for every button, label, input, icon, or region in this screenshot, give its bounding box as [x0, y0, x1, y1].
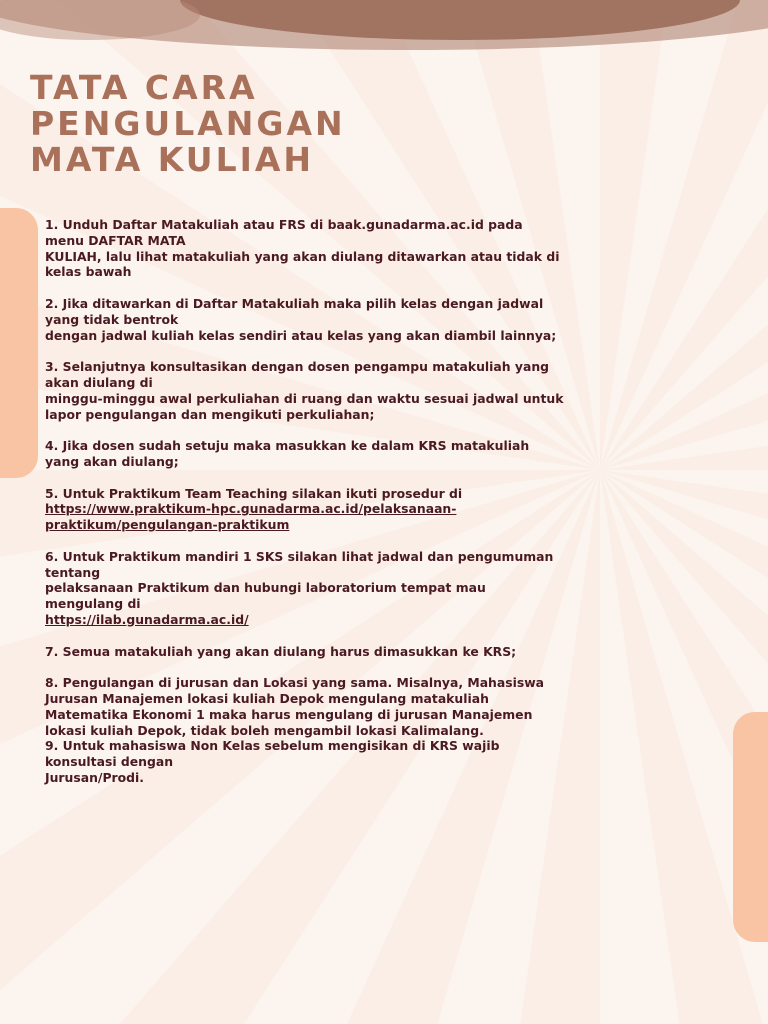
step-line: 8. Pengulangan di jurusan dan Lokasi yang sama. Misalnya, Mahasiswa	[45, 675, 545, 691]
step-line: menu DAFTAR MATA	[45, 232, 186, 248]
step-line: 4. Jika dosen sudah setuju maka masukkan ke dalam KRS matakuliah	[45, 438, 530, 454]
step-line: KULIAH, lalu lihat matakuliah yang akan diulang ditawarkan atau tidak di	[45, 248, 560, 264]
step-line: konsultasi dengan	[45, 754, 174, 770]
step-2	[45, 296, 725, 343]
step-line: Jurusan Manajemen lokasi kuliah Depok mengulang matakuliah	[45, 690, 489, 706]
step-6	[45, 549, 725, 628]
step-line: 2. Jika ditawarkan di Daftar Matakuliah maka pilih kelas dengan jadwal	[45, 295, 544, 311]
step-line: tentang	[45, 564, 101, 580]
step-9	[45, 738, 725, 785]
step-line: Jurusan/Prodi.	[45, 769, 144, 785]
step-line: 5. Untuk Praktikum Team Teaching silakan ikuti prosedur di	[45, 485, 463, 501]
step-line: minggu-minggu awal perkuliahan di ruang dan waktu sesuai jadwal untuk	[45, 390, 564, 406]
step-line: 7. Semua matakuliah yang akan diulang harus dimasukkan ke KRS;	[45, 643, 517, 659]
step-line: lapor pengulangan dan mengikuti perkuliahan;	[45, 406, 375, 422]
praktikum-hpc-link[interactable]	[45, 501, 725, 533]
step-line: 3. Selanjutnya konsultasikan dengan dosen pengampu matakuliah yang	[45, 359, 550, 375]
step-7	[45, 644, 725, 660]
link-line: https://www.praktikum-hpc.gunadarma.ac.id/pelaksanaan-	[45, 501, 457, 517]
step-line: Matematika Ekonomi 1 maka harus mengulang di jurusan Manajemen	[45, 706, 533, 722]
step-line: pelaksanaan Praktikum dan hubungi laboratorium tempat mau	[45, 580, 486, 596]
procedure-list	[45, 217, 725, 801]
step-line: dengan jadwal kuliah kelas sendiri atau kelas yang akan diambil lainnya;	[45, 327, 557, 343]
right-accent-pill	[733, 712, 768, 942]
link-line: https://ilab.gunadarma.ac.id/	[45, 611, 249, 627]
step-line: 6. Untuk Praktikum mandiri 1 SKS silakan lihat jadwal dan pengumuman	[45, 548, 554, 564]
step-3	[45, 359, 725, 422]
title-line: PENGULANGAN	[30, 104, 346, 143]
page-title	[30, 70, 346, 178]
step-5	[45, 486, 725, 533]
step-line: 1. Unduh Daftar Matakuliah atau FRS di baak.gunadarma.ac.id pada	[45, 217, 523, 232]
step-8	[45, 675, 725, 738]
step-line: lokasi kuliah Depok, tidak boleh mengambil lokasi Kalimalang.	[45, 722, 484, 738]
step-4	[45, 438, 725, 470]
step-line: mengulang di	[45, 596, 141, 612]
step-1	[45, 217, 725, 280]
step-line: yang tidak bentrok	[45, 311, 179, 327]
step-line: yang akan diulang;	[45, 453, 179, 469]
title-line: MATA KULIAH	[30, 140, 315, 179]
step-line: akan diulang di	[45, 374, 153, 390]
left-accent-pill	[0, 208, 38, 478]
step-line: kelas bawah	[45, 264, 132, 280]
link-line: praktikum/pengulangan-praktikum	[45, 517, 290, 533]
title-line: TATA CARA	[30, 68, 258, 107]
ilab-link[interactable]	[45, 612, 725, 628]
step-line: 9. Untuk mahasiswa Non Kelas sebelum mengisikan di KRS wajib	[45, 738, 500, 754]
